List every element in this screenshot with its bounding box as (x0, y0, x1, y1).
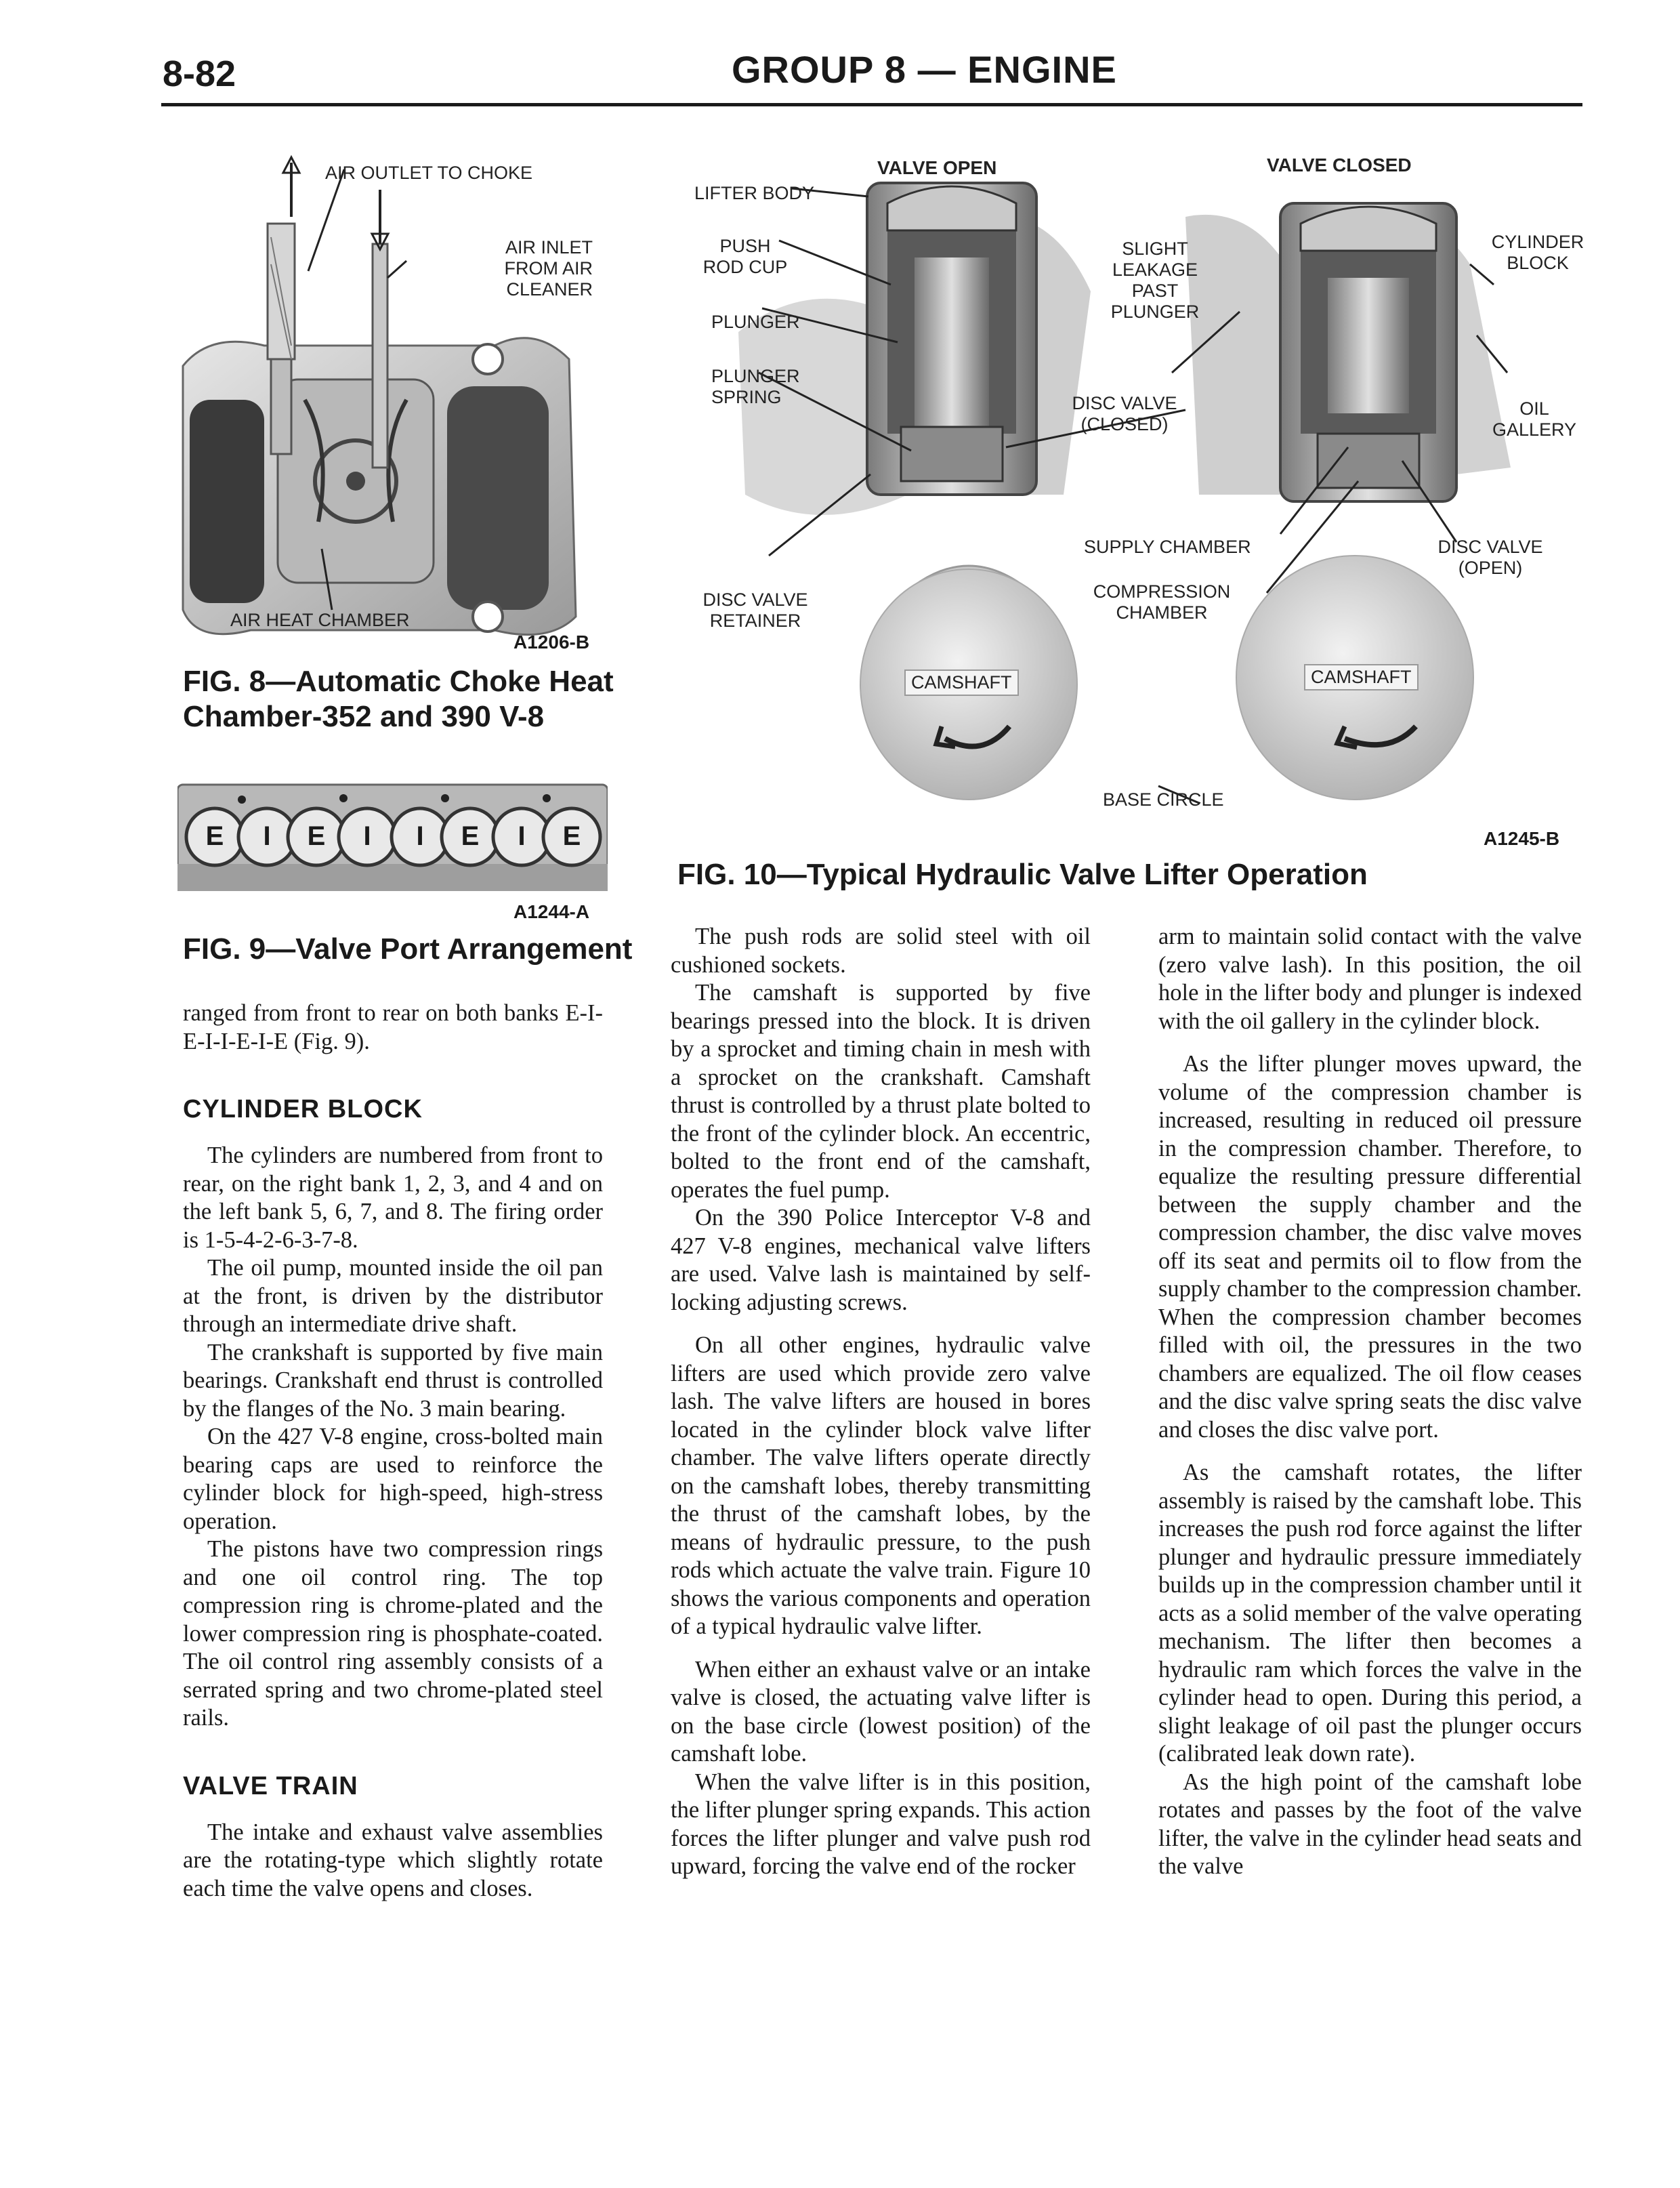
label-disc-valve-closed: DISC VALVE (CLOSED) (1072, 393, 1177, 435)
col1-paragraph-3: The crankshaft is supported by five main bearings. Crankshaft end thrust is controlled by the flanges of the No. 3 main bearing. (183, 1339, 603, 1422)
port-1-label: E (205, 821, 224, 851)
section-heading-cylinder-block: CYLINDER BLOCK (183, 1095, 423, 1123)
label-disc-valve-retainer: DISC VALVE RETAINER (702, 590, 808, 632)
col3-paragraph-3: As the camshaft rotates, the lifter assembly is raised by the camshaft lobe. This increases the push rod force against the lifter plunger and hydraulic pressure immediately builds up in the compression chamber until it acts as a solid member of the valve operating mechanism. The lifter then becomes a hydraulic ram which forces the valve in the cylinder head to open. During this period, a slight leakage of oil past the plunger occurs (calibrated leak down rate). (1158, 1460, 1582, 1767)
col2-paragraph-3: On the 390 Police Interceptor V-8 and 427 V-8 engines, mechanical valve lifters are used. Valve lash is maintained by self-locking adjusting screws. (671, 1205, 1091, 1315)
fig8-illustration (169, 142, 596, 644)
page-title: GROUP 8 — ENGINE (732, 48, 1117, 91)
fig9-caption: FIG. 9—Valve Port Arrangement (183, 932, 633, 966)
col1-paragraph-1: The cylinders are numbered from front to rear, on the right bank 1, 2, 3, and 4 and on the left bank 5, 6, 7, and 8. The firing order is 1-5-4-2-6-3-7-8. (183, 1142, 603, 1253)
port-2-label: I (263, 821, 271, 851)
col1-paragraph-2: The oil pump, mounted inside the oil pan at the front, is driven by the distributor through an intermediate drive shaft. (183, 1255, 603, 1337)
port-7-label: I (518, 821, 526, 851)
fig8-caption: FIG. 8—Automatic Choke Heat Chamber-352 and 390 V-8 (183, 665, 614, 733)
port-4-label: I (363, 821, 371, 851)
label-lifter-body: LIFTER BODY (694, 183, 815, 203)
port-6-label: E (461, 821, 480, 851)
col2-paragraph-5: When either an exhaust valve or an intake valve is closed, the actuating valve lifter is on the base circle (lowest position) of the camshaft lobe. (671, 1656, 1091, 1767)
label-compression-chamber: COMPRESSION CHAMBER (1093, 581, 1231, 623)
label-air-heat-chamber: AIR HEAT CHAMBER (230, 610, 410, 630)
text-column-2 (671, 923, 1091, 1881)
label-camshaft-left: CAMSHAFT (904, 669, 1019, 696)
port-3-label: E (307, 821, 326, 851)
label-supply-chamber: SUPPLY CHAMBER (1084, 537, 1251, 557)
col2-paragraph-1: The push rods are solid steel with oil cushioned sockets. (671, 924, 1091, 978)
col2-paragraph-4: On all other engines, hydraulic valve lifters are used which provide zero valve lash. The valve lifters are housed in bores located in the cylinder block valve lifter chamber. The valve lifters operate directly on the camshaft lobes, thereby transmitting the thrust of the camshaft lobes, by the means of hydraulic pressure, to the push rods which actuate the valve train. Figure 10 shows the various components and operation of a typical hydraulic valve lifter. (671, 1332, 1091, 1639)
fig10-caption: FIG. 10—Typical Hydraulic Valve Lifter Operation (677, 858, 1368, 891)
fig10-code: A1245-B (1484, 828, 1560, 849)
col2-paragraph-6: When the valve lifter is in this position, the lifter plunger spring expands. This action forces the lifter plunger and valve push rod upward, forcing the valve end of the rocker (671, 1769, 1091, 1879)
page-number: 8-82 (163, 54, 236, 94)
col1-paragraph-6: The intake and exhaust valve assemblies are the rotating-type which slightly rotate each time the valve opens and closes. (183, 1819, 603, 1901)
port-8-label: E (562, 821, 581, 851)
col1-paragraph-0: ranged from front to rear on both banks E-I-E-I-I-E-I-E (Fig. 9). (183, 1000, 603, 1054)
label-slight-leakage: SLIGHT LEAKAGE PAST PLUNGER (1110, 239, 1200, 323)
label-valve-open: VALVE OPEN (877, 157, 997, 178)
port-5-label: I (416, 821, 424, 851)
label-valve-closed: VALVE CLOSED (1267, 154, 1412, 176)
label-oil-gallery: OIL GALLERY (1492, 398, 1577, 440)
label-push-rod-cup: PUSH ROD CUP (702, 236, 788, 278)
col2-paragraph-2: The camshaft is supported by five bearings pressed into the block. It is driven by a sprocket and timing chain in mesh with a sprocket on the crankshaft. Camshaft thrust is controlled by a thrust plate bolted to the front of the cylinder block. An eccentric, bolted to the front end of the camshaft, operates the fuel pump. (671, 980, 1091, 1203)
fig10-illustration (684, 142, 1592, 847)
label-disc-valve-open: DISC VALVE (OPEN) (1437, 537, 1543, 579)
label-cylinder-block: CYLINDER BLOCK (1491, 232, 1584, 274)
col3-paragraph-2: As the lifter plunger moves upward, the volume of the compression chamber is increased, resulting in reduced oil pressure in the compression chamber. Therefore, to equalize the resulting pressure differential between the supply chamber and the compression chamber, the disc valve moves off its seat and permits oil to flow from the supply chamber to the compression chamber. When the compression chamber becomes filled with oil, the pressures in the two chambers are equalized. The oil flow ceases and the disc valve spring seats the disc valve and closes the disc valve port. (1158, 1051, 1582, 1443)
label-base-circle: BASE CIRCLE (1103, 789, 1224, 810)
label-plunger-spring: PLUNGER SPRING (711, 366, 800, 408)
label-air-inlet: AIR INLET FROM AIR CLEANER (504, 237, 593, 300)
col3-paragraph-4: As the high point of the camshaft lobe rotates and passes by the foot of the valve lifter, the valve in the cylinder head seats and the valve (1158, 1769, 1582, 1879)
text-column-3 (1158, 923, 1582, 1881)
section-heading-valve-train: VALVE TRAIN (183, 1771, 358, 1800)
col1-paragraph-4: On the 427 V-8 engine, cross-bolted main bearing caps are used to reinforce the cylinder block for high-speed, high-stress operation. (183, 1424, 603, 1534)
label-camshaft-right: CAMSHAFT (1304, 664, 1419, 690)
col3-paragraph-1: arm to maintain solid contact with the valve (zero valve lash). In this position, the oil hole in the lifter body and plunger is indexed with the oil gallery in the cylinder block. (1158, 924, 1582, 1034)
label-plunger: PLUNGER (711, 312, 800, 332)
fig9-code: A1244-A (513, 901, 590, 922)
label-air-outlet: AIR OUTLET TO CHOKE (325, 163, 533, 183)
fig9-illustration (177, 779, 608, 894)
fig8-code: A1206-B (513, 632, 590, 653)
header-rule (161, 103, 1582, 106)
col1-paragraph-5: The pistons have two compression rings and one oil control ring. The top compression ring is chrome-plated and the lower compression ring is phosphate-coated. The oil control ring assembly consists of a serrated spring and two chrome-plated steel rails. (183, 1536, 603, 1731)
text-column-1 (183, 999, 603, 1903)
